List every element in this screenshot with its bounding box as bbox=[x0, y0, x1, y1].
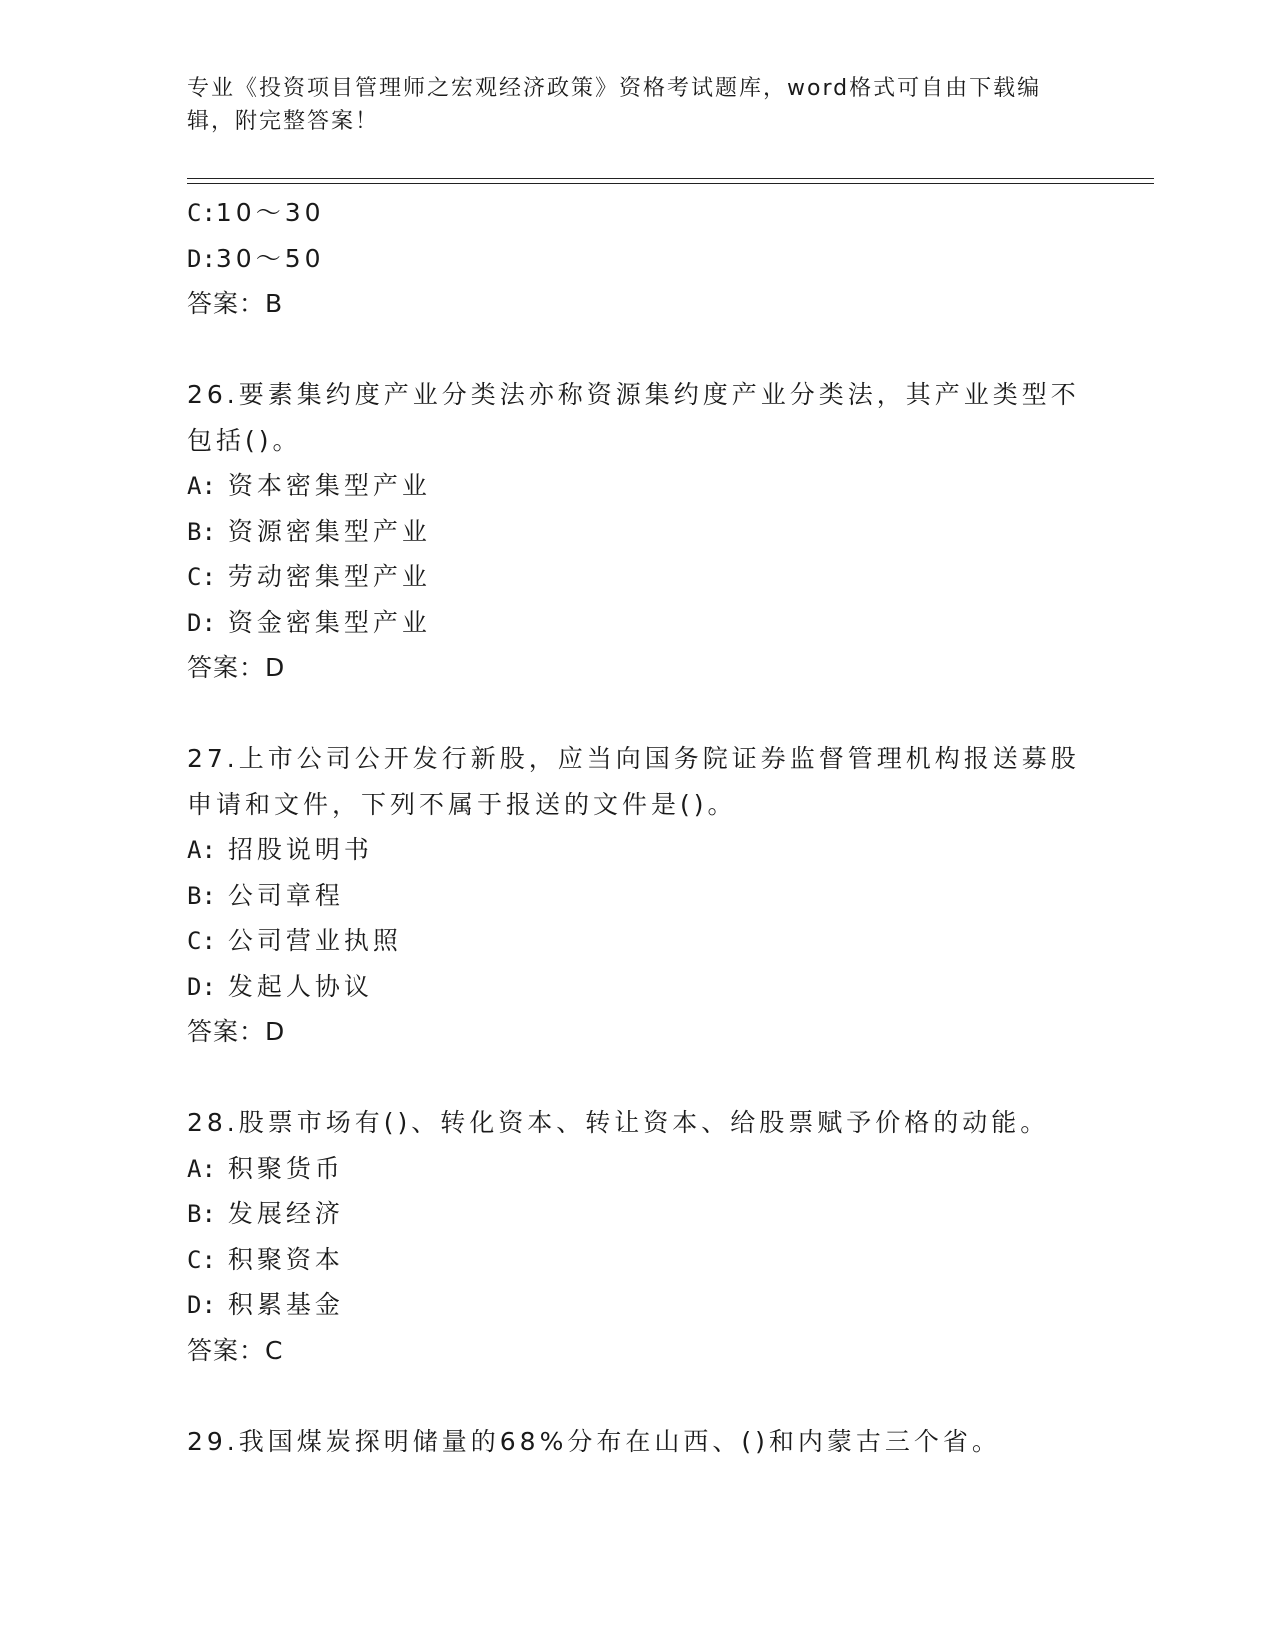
option-c bbox=[187, 1237, 1087, 1283]
question-text: 包括()。 bbox=[187, 425, 302, 455]
header-divider-top bbox=[187, 178, 1154, 179]
header-line-1: 专业《投资项目管理师之宏观经济政策》资格考试题库，word格式可自由下载编 bbox=[187, 76, 1042, 101]
option-letter: C: bbox=[187, 1245, 216, 1274]
question-29 bbox=[187, 1419, 1087, 1465]
option-b bbox=[187, 873, 1087, 919]
option-text: 积聚货币 bbox=[227, 1153, 344, 1183]
option-text: 招股说明书 bbox=[227, 835, 373, 864]
option-a bbox=[187, 463, 1087, 509]
header-divider-bottom bbox=[187, 183, 1154, 184]
option-text: 公司章程 bbox=[227, 880, 344, 910]
option-text: 10～30 bbox=[215, 198, 325, 227]
option-c bbox=[187, 190, 1087, 236]
spacer bbox=[187, 1373, 1087, 1419]
option-b bbox=[187, 509, 1087, 555]
question-text: 申请和文件，下列不属于报送的文件是()。 bbox=[187, 789, 737, 819]
question-text: 28.股票市场有()、转化资本、转让资本、给股票赋予价格的动能。 bbox=[187, 1108, 1050, 1137]
answer-line: 答案：D bbox=[187, 653, 286, 682]
question-26 bbox=[187, 372, 1087, 691]
option-letter: B: bbox=[187, 517, 216, 546]
question-list bbox=[187, 190, 1087, 1464]
option-letter: C: bbox=[187, 563, 216, 591]
option-text: 30～50 bbox=[215, 243, 325, 273]
option-letter: B: bbox=[187, 1200, 216, 1228]
header-line-2: 辑，附完整答案！ bbox=[187, 109, 380, 134]
spacer bbox=[187, 1055, 1087, 1101]
option-letter: C: bbox=[187, 927, 216, 955]
option-letter: D: bbox=[187, 608, 216, 637]
answer-line: 答案：B bbox=[187, 289, 284, 318]
option-text: 发起人协议 bbox=[227, 971, 373, 1001]
answer-line: 答案：C bbox=[187, 1335, 284, 1365]
option-letter: D: bbox=[187, 244, 216, 273]
question-28 bbox=[187, 1100, 1087, 1373]
spacer bbox=[187, 327, 1087, 373]
question-text: 26.要素集约度产业分类法亦称资源集约度产业分类法，其产业类型不 bbox=[187, 380, 1080, 409]
option-d bbox=[187, 964, 1087, 1010]
option-text: 资金密集型产业 bbox=[227, 607, 431, 637]
option-text: 发展经济 bbox=[227, 1199, 344, 1228]
option-d bbox=[187, 600, 1087, 646]
option-letter: C: bbox=[187, 199, 216, 227]
option-letter: B: bbox=[187, 881, 216, 910]
option-letter: A: bbox=[187, 836, 216, 864]
answer-line: 答案：D bbox=[187, 1017, 286, 1046]
spacer bbox=[187, 691, 1087, 737]
option-c bbox=[187, 554, 1087, 600]
option-text: 积聚资本 bbox=[227, 1244, 344, 1274]
option-a bbox=[187, 827, 1087, 873]
option-text: 资本密集型产业 bbox=[227, 471, 431, 500]
option-letter: D: bbox=[187, 1291, 216, 1319]
question-text: 27.上市公司公开发行新股，应当向国务院证券监督管理机构报送募股 bbox=[187, 744, 1080, 773]
option-text: 积累基金 bbox=[227, 1290, 344, 1319]
option-letter: A: bbox=[187, 472, 216, 500]
option-text: 资源密集型产业 bbox=[227, 516, 431, 546]
option-letter: D: bbox=[187, 972, 216, 1001]
option-text: 公司营业执照 bbox=[227, 926, 402, 955]
question-text: 29.我国煤炭探明储量的68%分布在山西、()和内蒙古三个省。 bbox=[187, 1426, 1001, 1456]
option-text: 劳动密集型产业 bbox=[227, 562, 431, 591]
option-d bbox=[187, 236, 1087, 282]
option-b bbox=[187, 1191, 1087, 1237]
question-27 bbox=[187, 736, 1087, 1055]
document-header bbox=[187, 72, 1067, 138]
option-a bbox=[187, 1146, 1087, 1192]
option-d bbox=[187, 1282, 1087, 1328]
option-letter: A: bbox=[187, 1154, 216, 1183]
option-c bbox=[187, 918, 1087, 964]
